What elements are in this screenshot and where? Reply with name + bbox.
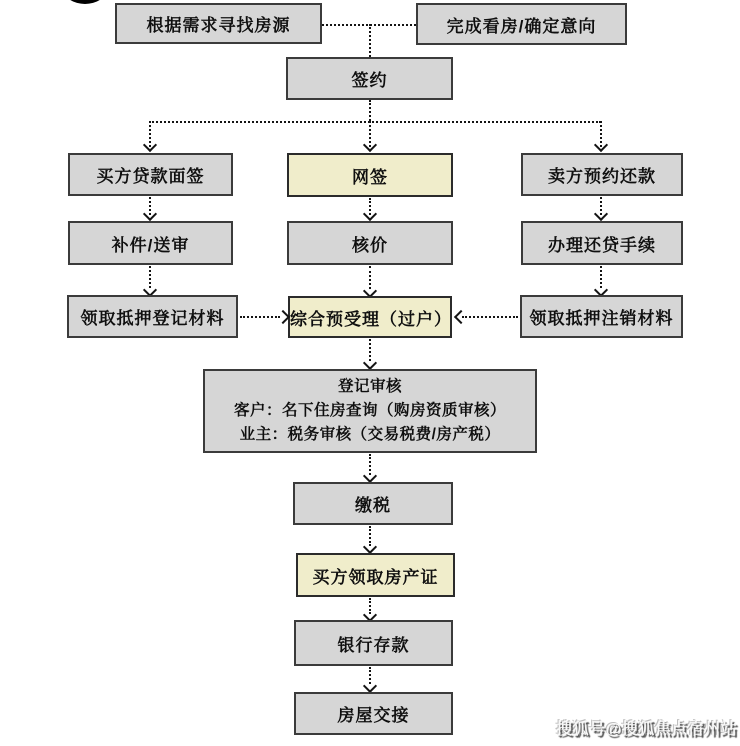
connector-branch-horizontal bbox=[149, 121, 601, 123]
node-mortgage-registration-materials: 领取抵押登记材料 bbox=[67, 295, 238, 338]
node-registration-review bbox=[203, 369, 537, 453]
watermark: 搜狐号@搜狐焦点宿州站 bbox=[556, 721, 738, 738]
connector-right-to-center bbox=[462, 316, 518, 318]
connector-sign-to-branch bbox=[369, 100, 371, 121]
registration-review-owner-line: 业主：税务审核（交易税费/房产税） bbox=[239, 426, 501, 443]
partial-circle-decoration bbox=[64, 0, 106, 4]
node-supplement-review: 补件/送审 bbox=[68, 221, 233, 265]
arrow-down-icon bbox=[143, 207, 157, 221]
arrow-down-icon bbox=[594, 138, 608, 152]
connector-top-to-sign bbox=[369, 24, 371, 57]
node-buyer-loan-interview: 买方贷款面签 bbox=[68, 153, 233, 196]
arrow-down-icon bbox=[143, 138, 157, 152]
arrow-down-icon bbox=[363, 207, 377, 221]
arrow-down-icon bbox=[363, 356, 377, 370]
node-pay-tax: 缴税 bbox=[293, 482, 453, 525]
node-sign-contract: 签约 bbox=[286, 57, 453, 100]
node-mortgage-cancellation-materials: 领取抵押注销材料 bbox=[520, 295, 683, 338]
registration-review-client-line: 客户：名下住房查询（购房资质审核） bbox=[233, 401, 506, 419]
arrow-down-icon bbox=[363, 469, 377, 483]
arrow-left-icon bbox=[454, 310, 468, 324]
node-confirm-intent: 完成看房/确定意向 bbox=[416, 3, 627, 45]
node-seller-repay-appointment: 卖方预约还款 bbox=[521, 153, 683, 196]
node-search-listing: 根据需求寻找房源 bbox=[115, 3, 322, 44]
node-online-sign: 网签 bbox=[287, 153, 453, 197]
node-price-verification: 核价 bbox=[287, 221, 453, 265]
node-get-certificate: 买方领取房产证 bbox=[296, 553, 455, 597]
arrow-down-icon bbox=[363, 138, 377, 152]
arrow-down-icon bbox=[363, 540, 377, 554]
node-house-handover: 房屋交接 bbox=[294, 692, 453, 735]
node-bank-deposit: 银行存款 bbox=[294, 620, 453, 666]
arrow-down-icon bbox=[363, 679, 377, 693]
node-handle-loan-repayment: 办理还贷手续 bbox=[521, 221, 683, 265]
registration-review-title: 登记审核 bbox=[337, 377, 402, 395]
arrow-down-icon bbox=[594, 207, 608, 221]
node-comprehensive-preacceptance: 综合预受理（过户） bbox=[288, 296, 452, 338]
connector-left-to-center bbox=[240, 316, 280, 318]
